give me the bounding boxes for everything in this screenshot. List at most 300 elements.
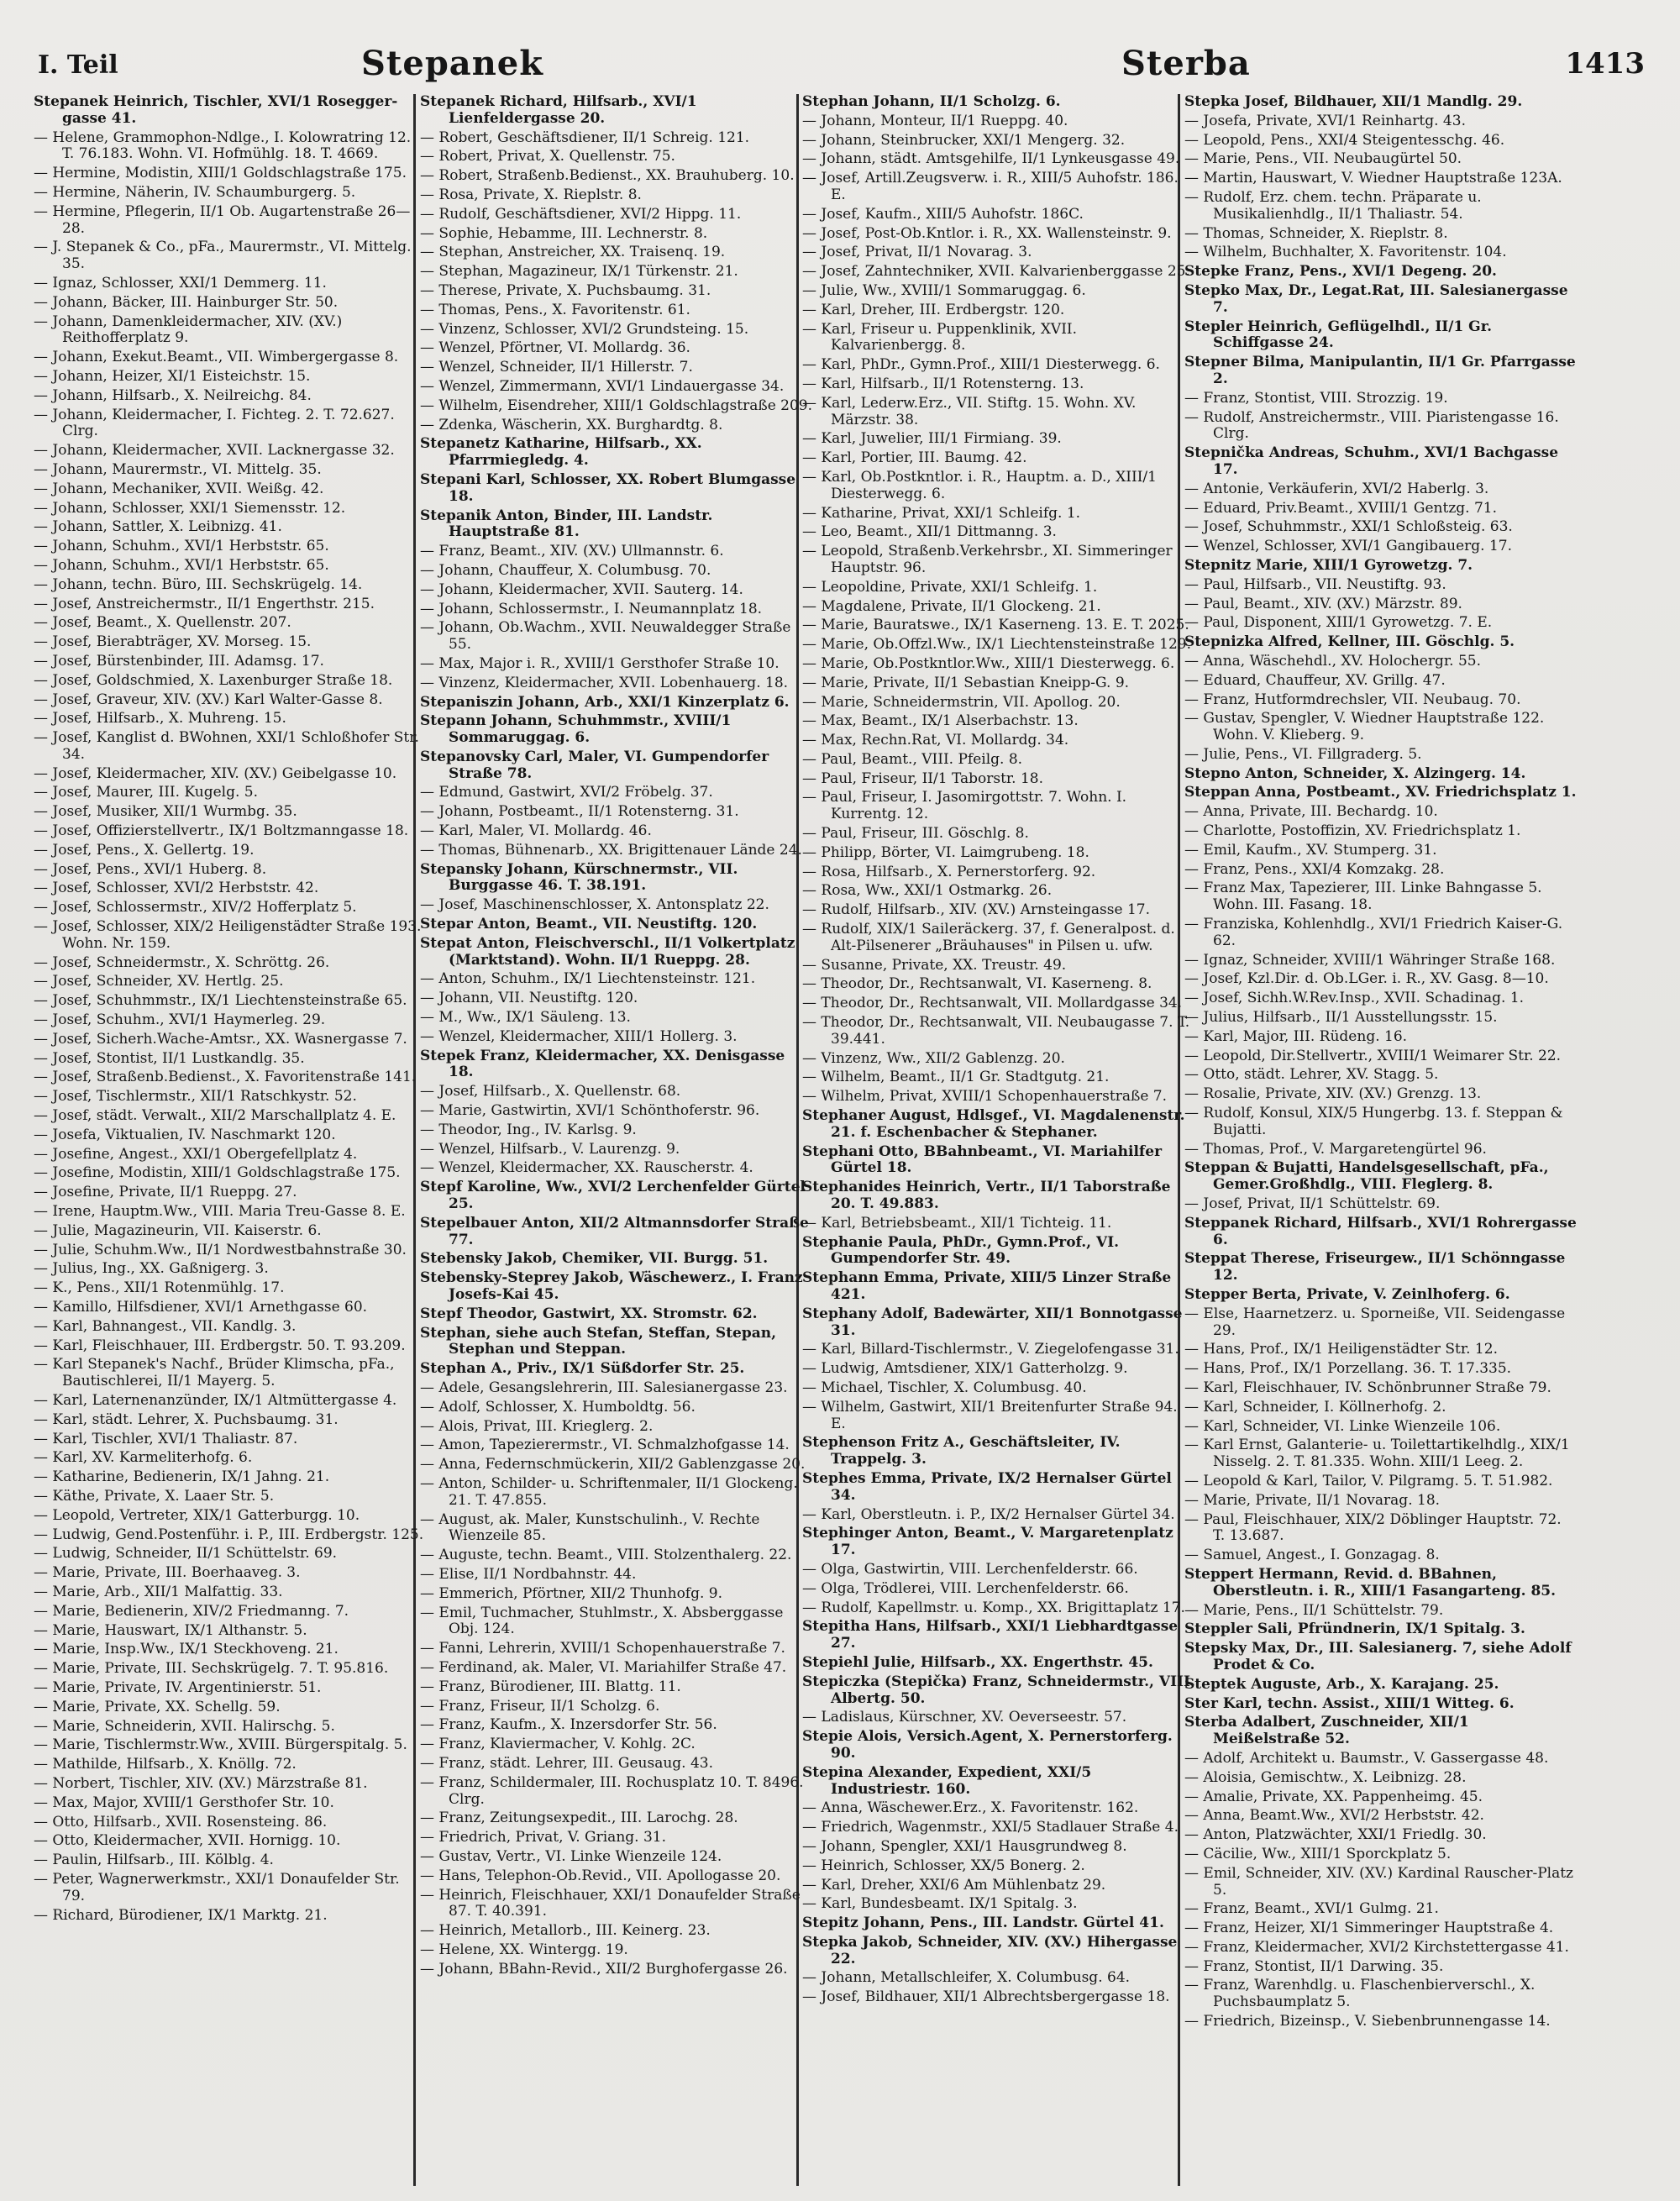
directory-entry: — Rosalie, Private, XIV. (XV.) Grenzg. 13. <box>1184 1085 1482 1103</box>
directory-entry: — Josefine, Private, II/1 Rueppg. 27. <box>34 1184 297 1201</box>
directory-entry: — Wenzel, Schneider, II/1 Hillerstr. 7. <box>420 359 693 376</box>
directory-entry: — Josef, Goldschmied, X. Laxenburger Straße 18. <box>34 671 393 689</box>
directory-entry: — Josef, Anstreichermstr., II/1 Engerthstr. 215. <box>34 595 375 612</box>
directory-entry: — Johann, Kleidermacher, XVII. Lacknergasse 32. <box>34 442 395 460</box>
directory-entry: — Paul, Friseur, III. Göschlg. 8. <box>802 825 1029 843</box>
directory-entry: — Karl, Major, III. Rüdeng. 16. <box>1184 1027 1408 1045</box>
directory-entry: — Olga, Gastwirtin, VIII. Lerchenfelderstr. 66. <box>802 1560 1138 1578</box>
column-1 <box>34 94 427 2190</box>
directory-entry: — Karl, Portier, III. Baumg. 42. <box>802 449 1027 467</box>
directory-entry: — Franz, städt. Lehrer, III. Geusaug. 43. <box>420 1754 714 1772</box>
directory-entry: — Marie, Private, II/1 Sebastian Kneipp-G. 9. <box>802 674 1130 691</box>
directory-entry: — Josef, Maschinenschlosser, X. Antonsplatz 22. <box>420 896 769 914</box>
directory-entry: Stephes Emma, Private, IX/2 Hernalser Gürtel 34. <box>802 1469 1172 1504</box>
directory-entry: — Karl, Ob.Postkntlor. i. R., Hauptm. a. D., XIII/1 Diesterwegg. 6. <box>802 468 1157 502</box>
directory-entry: — Franz, Schildermaler, III. Rochusplatz 10. T. 8496. Clrg. <box>420 1773 804 1808</box>
directory-entry: — Emil, Tuchmacher, Stuhlmstr., X. Absberggasse Obj. 124. <box>420 1604 784 1638</box>
directory-entry: — Karl, Betriebsbeamt., XII/1 Tichteig. 11. <box>802 1214 1112 1232</box>
directory-entry: — J. Stepanek & Co., pFa., Maurermstr., VI. Mittelg. 35. <box>34 239 412 273</box>
directory-entry: — Paulin, Hilfsarb., III. Kölblg. 4. <box>34 1852 274 1869</box>
running-header <box>0 44 1680 91</box>
directory-entry: — Josef, Straßenb.Bedienst., X. Favoritenstraße 141. <box>34 1069 417 1086</box>
directory-entry: — Thomas, Schneider, X. Rieplstr. 8. <box>1184 224 1448 242</box>
directory-entry: — Rudolf, Hilfsarb., XIV. (XV.) Arnsteingasse 17. <box>802 901 1151 919</box>
directory-entry: Steppert Hermann, Revid. d. BBahnen, Oberstleutn. i. R., XIII/1 Fasangarteng. 85. <box>1184 1565 1557 1600</box>
directory-entry: — Paul, Fleischhauer, XIX/2 Döblinger Hauptstr. 72. T. 13.687. <box>1184 1510 1562 1545</box>
directory-entry: — Thomas, Pens., X. Favoritenstr. 61. <box>420 301 690 318</box>
directory-entry: — Marie, Tischlermstr.Ww., XVIII. Bürgerspitalg. 5. <box>34 1736 407 1754</box>
directory-entry: — Leopold & Karl, Tailor, V. Pilgramg. 5. T. 51.982. <box>1184 1472 1553 1489</box>
directory-entry: — Josef, Schuhm., XVI/1 Haymerleg. 29. <box>34 1011 326 1029</box>
directory-entry: — Marie, Ob.Offzl.Ww., IX/1 Liechtensteinstraße 129. <box>802 636 1191 654</box>
directory-entry: — Josef, Kanglist d. BWohnen, XXI/1 Schloßhofer Str. 34. <box>34 729 419 763</box>
directory-entry: — Franz, Bürodiener, III. Blattg. 11. <box>420 1678 681 1695</box>
directory-entry: — Marie, Private, III. Boerhaaveg. 3. <box>34 1564 301 1582</box>
directory-entry: — Franz, Pens., XXI/4 Komzakg. 28. <box>1184 860 1445 878</box>
directory-entry: — Anna, Private, III. Bechardg. 10. <box>1184 803 1438 821</box>
directory-entry: — Emil, Kaufm., XV. Stumperg. 31. <box>1184 841 1437 859</box>
directory-entry: — Franz, Stontist, VIII. Strozzig. 19. <box>1184 389 1448 407</box>
directory-entry: — Johann, städt. Amtsgehilfe, II/1 Lynkeusgasse 49. <box>802 150 1180 168</box>
directory-entry: — Johann, Maurermstr., VI. Mittelg. 35. <box>34 460 322 478</box>
directory-entry: Stepnitz Marie, XIII/1 Gyrowetzg. 7. <box>1184 556 1473 574</box>
directory-entry: Stepar Anton, Beamt., VII. Neustiftg. 120. <box>420 916 758 933</box>
directory-entry: — Wilhelm, Eisendreher, XIII/1 Goldschlagstraße 209. <box>420 397 813 414</box>
directory-entry: — Johann, Ob.Wachm., XVII. Neuwaldegger Straße 55. <box>420 619 791 654</box>
directory-entry: — Josef, Beamt., X. Quellenstr. 207. <box>34 614 291 632</box>
directory-entry: — Franz, Friseur, II/1 Scholzg. 6. <box>420 1697 660 1715</box>
directory-entry: — Rosa, Ww., XXI/1 Ostmarkg. 26. <box>802 882 1053 900</box>
directory-entry: — Eduard, Priv.Beamt., XVIII/1 Gentzg. 71. <box>1184 499 1498 517</box>
directory-entry: — Katharine, Privat, XXI/1 Schleifg. 1. <box>802 504 1081 522</box>
directory-entry: Stepanetz Katharine, Hilfsarb., XX. Pfarrmiegledg. 4. <box>420 435 702 470</box>
directory-entry: Stepani Karl, Schlosser, XX. Robert Blumgasse 18. <box>420 470 796 505</box>
directory-entry: — Josef, Sicherh.Wache-Amtsr., XX. Wasnergasse 7. <box>34 1030 407 1048</box>
directory-entry: — Franz, Kaufm., X. Inzersdorfer Str. 56. <box>420 1716 717 1734</box>
directory-entry: — Karl, Lederw.Erz., VII. Stiftg. 15. Wohn. XV. Märzstr. 38. <box>802 394 1137 428</box>
directory-entry: — Marie, Bauratswe., IX/1 Kaserneng. 13. E. T. 2025. <box>802 617 1189 634</box>
directory-entry: Stephani Otto, BBahnbeamt., VI. Mariahilfer Gürtel 18. <box>802 1143 1163 1177</box>
directory-entry: — Marie, Ob.Postkntlor.Ww., XIII/1 Diesterwegg. 6. <box>802 654 1175 672</box>
directory-entry: — Marie, Pens., II/1 Schüttelstr. 79. <box>1184 1601 1444 1619</box>
directory-entry: Stepka Josef, Bildhauer, XII/1 Mandlg. 29. <box>1184 94 1523 110</box>
directory-entry: — Karl, Dreher, XXI/6 Am Mühlenbatz 29. <box>802 1876 1106 1894</box>
directory-entry: — Leopold, Straßenb.Verkehrsbr., XI. Simmeringer Hauptstr. 96. <box>802 543 1173 576</box>
directory-entry: — Johann, Schuhm., XVI/1 Herbststr. 65. <box>34 538 329 555</box>
directory-entry: — Ludwig, Gend.Postenführ. i. P., III. Erdbergstr. 125. <box>34 1526 424 1543</box>
directory-entry: Steppanek Richard, Hilfsarb., XVI/1 Rohrergasse 6. <box>1184 1214 1577 1248</box>
directory-entry: — Josef, Hilfsarb., X. Muhreng. 15. <box>34 710 286 728</box>
directory-entry: Stebensky-Steprey Jakob, Wäschewerz., I. Franz Josefs-Kai 45. <box>420 1269 803 1303</box>
directory-entry: Stepann Johann, Schuhmmstr., XVIII/1 Sommaruggag. 6. <box>420 712 732 747</box>
directory-entry: — Paul, Beamt., VIII. Pfeilg. 8. <box>802 750 1023 768</box>
part-label: I. Teil <box>38 50 118 80</box>
directory-entry: — Wilhelm, Privat, XVIII/1 Schopenhauerstraße 7. <box>802 1088 1167 1106</box>
directory-entry: — Wilhelm, Beamt., II/1 Gr. Stadtgutg. 21. <box>802 1069 1110 1086</box>
directory-entry: — Karl, Oberstleutn. i. P., IX/2 Hernalser Gürtel 34. <box>802 1505 1175 1523</box>
directory-entry: Stepler Heinrich, Geflügelhdl., II/1 Gr. Schiffgasse 24. <box>1184 318 1493 352</box>
directory-entry: — Leopoldine, Private, XXI/1 Schleifg. 1. <box>802 578 1098 596</box>
directory-entry: — Karl, Billard-Tischlermstr., V. Ziegelofengasse 31. <box>802 1341 1179 1358</box>
directory-entry: Stephenson Fritz A., Geschäftsleiter, IV. Trappelg. 3. <box>802 1434 1121 1468</box>
directory-entry: Stepanovsky Carl, Maler, VI. Gumpendorfer Straße 78. <box>420 748 769 782</box>
directory-entry: — Johann, techn. Büro, III. Sechskrügelg. 14. <box>34 575 363 593</box>
directory-entry: — Josef, Post-Ob.Kntlor. i. R., XX. Wallensteinstr. 9. <box>802 224 1172 242</box>
directory-entry: — Josef, Artill.Zeugsverw. i. R., XIII/5 Auhofstr. 186. E. <box>802 170 1179 203</box>
directory-entry: — Karl Ernst, Galanterie- u. Toilettartikelhdlg., XIX/1 Nisselg. 2. T. 81.335. Wohn. XIII/1 Leeg. 2. <box>1184 1437 1570 1471</box>
directory-entry: — Johann, VII. Neustiftg. 120. <box>420 990 638 1007</box>
directory-entry: — Cäcilie, Ww., XIII/1 Sporckplatz 5. <box>1184 1845 1452 1862</box>
directory-entry: — Heinrich, Schlosser, XX/5 Bonerg. 2. <box>802 1857 1085 1874</box>
directory-entry: — Hans, Prof., IX/1 Porzellang. 36. T. 17.335. <box>1184 1360 1512 1378</box>
directory-entry: Stephaner August, Hdlsgef., VI. Magdalenenstr. 21. f. Eschenbacher & Stephaner. <box>802 1107 1185 1141</box>
directory-entry: — Max, Major, XVIII/1 Gersthofer Str. 10. <box>34 1794 334 1811</box>
directory-entry: — Theodor, Ing., IV. Karlsg. 9. <box>420 1121 637 1138</box>
directory-entry: — Franz, Heizer, XI/1 Simmeringer Hauptstraße 4. <box>1184 1920 1554 1937</box>
directory-entry: — Josef, Kzl.Dir. d. Ob.LGer. i. R., XV. Gasg. 8—10. <box>1184 970 1549 988</box>
directory-entry: — Josef, Bürstenbinder, III. Adamsg. 17. <box>34 652 324 670</box>
directory-entry: — Karl, Schneider, I. Köllnerhofg. 2. <box>1184 1398 1446 1416</box>
directory-entry: Stepanek Heinrich, Tischler, XVI/1 Rosegger-gasse 41. <box>34 94 398 127</box>
columns-container <box>0 94 1680 2194</box>
directory-entry: — Karl, Juwelier, III/1 Firmiang. 39. <box>802 430 1062 448</box>
directory-entry: Sterba Adalbert, Zuschneider, XII/1 Meißelstraße 52. <box>1184 1714 1469 1748</box>
directory-entry: — Aloisia, Gemischtw., X. Leibnizg. 28. <box>1184 1768 1467 1786</box>
directory-entry: — Ludwig, Schneider, II/1 Schüttelstr. 69. <box>34 1545 338 1563</box>
directory-entry: — Richard, Bürodiener, IX/1 Marktg. 21. <box>34 1906 328 1924</box>
directory-entry: — Otto, Hilfsarb., XVII. Rosensteing. 86. <box>34 1813 328 1831</box>
column-4 <box>1184 94 1578 2190</box>
directory-entry: — Karl, Hilfsarb., II/1 Rotensterng. 13. <box>802 375 1084 392</box>
directory-entry: — Anna, Federnschmückerin, XII/2 Gablenzgasse 20. <box>420 1456 806 1473</box>
directory-entry: — Marie, Schneidermstrin, VII. Apollog. 20. <box>802 693 1121 711</box>
directory-entry: Stepnička Andreas, Schuhm., XVI/1 Bachgasse 17. <box>1184 444 1559 478</box>
directory-entry: — Max, Rechn.Rat, VI. Mollardg. 34. <box>802 732 1069 749</box>
directory-entry: — Marie, Private, XX. Schellg. 59. <box>34 1698 281 1715</box>
directory-entry: — Josef, Stontist, II/1 Lustkandlg. 35. <box>34 1049 305 1067</box>
directory-entry: — Adolf, Architekt u. Baumstr., V. Gassergasse 48. <box>1184 1749 1549 1767</box>
directory-entry: — Peter, Wagnerwerkmstr., XXI/1 Donaufelder Str. 79. <box>34 1870 400 1904</box>
directory-entry: — Josef, Kaufm., XIII/5 Auhofstr. 186C. <box>802 205 1084 223</box>
directory-entry: — Karl, XV. Karmeliterhofg. 6. <box>34 1449 253 1467</box>
directory-entry: — Ludwig, Amtsdiener, XIX/1 Gatterholzg. 9. <box>802 1360 1128 1378</box>
directory-entry: — Johann, Schlosser, XXI/1 Siemensstr. 12. <box>34 499 346 517</box>
directory-entry: — Wenzel, Pförtner, VI. Mollardg. 36. <box>420 339 690 357</box>
directory-entry: — Wenzel, Kleidermacher, XIII/1 Hollerg. 3. <box>420 1027 738 1045</box>
last-name-catchword: Sterba <box>1121 44 1251 83</box>
directory-entry: Stebensky Jakob, Chemiker, VII. Burgg. 51. <box>420 1250 769 1268</box>
directory-entry: — Julie, Pens., VI. Fillgraderg. 5. <box>1184 745 1422 763</box>
directory-entry: — Josef, Schneidermstr., X. Schröttg. 26. <box>34 953 330 971</box>
directory-entry: — Karl Stepanek's Nachf., Brüder Klimscha, pFa., Bautischlerei, II/1 Mayerg. 5. <box>34 1356 395 1390</box>
directory-entry: — Vinzenz, Schlosser, XVI/2 Grundsteing. 15. <box>420 320 749 338</box>
directory-entry: — Leopold, Dir.Stellvertr., XVIII/1 Weimarer Str. 22. <box>1184 1047 1562 1064</box>
directory-entry: Stepf Theodor, Gastwirt, XX. Stromstr. 62. <box>420 1305 758 1322</box>
directory-entry: — Josef, Offizierstellvertr., IX/1 Boltzmanngasse 18. <box>34 822 409 840</box>
directory-entry: — Hermine, Pflegerin, II/1 Ob. Augartenstraße 26—28. <box>34 202 411 237</box>
directory-entry: Stepek Franz, Kleidermacher, XX. Denisgasse 18. <box>420 1047 785 1081</box>
directory-entry: — Heinrich, Fleischhauer, XXI/1 Donaufelder Straße 87. T. 40.391. <box>420 1886 801 1920</box>
directory-entry: — Julius, Ing., XX. Gaßnigerg. 3. <box>34 1260 269 1278</box>
directory-entry: — Anna, Wäschehdl., XV. Holochergr. 55. <box>1184 652 1481 670</box>
directory-entry: Stephany Adolf, Badewärter, XII/1 Bonnotgasse 31. <box>802 1305 1183 1339</box>
directory-entry: Stepaniszin Johann, Arb., XXI/1 Kinzerplatz 6. <box>420 693 790 711</box>
directory-entry: — Josefine, Angest., XXI/1 Obergefellplatz 4. <box>34 1145 358 1163</box>
directory-entry: — Ignaz, Schneider, XVIII/1 Währinger Straße 168. <box>1184 951 1556 969</box>
directory-entry: — Josef, Hilfsarb., X. Quellenstr. 68. <box>420 1083 681 1100</box>
directory-entry: — Franz, Zeitungsexpedit., III. Larochg. 28. <box>420 1810 738 1827</box>
directory-entry: — Marie, Insp.Ww., IX/1 Steckhoveng. 21. <box>34 1641 339 1658</box>
directory-entry: — Josef, Maurer, III. Kugelg. 5. <box>34 784 258 801</box>
directory-entry: — Samuel, Angest., I. Gonzagag. 8. <box>1184 1547 1440 1564</box>
directory-entry: — Mathilde, Hilfsarb., X. Knöllg. 72. <box>34 1756 297 1773</box>
directory-entry: — Josef, Schuhmmstr., XXI/1 Schloßsteig. 63. <box>1184 518 1513 536</box>
directory-entry: — Johann, Schlossermstr., I. Neumannplatz 18. <box>420 600 763 617</box>
directory-entry: — Theodor, Dr., Rechtsanwalt, VII. Mollardgasse 34. <box>802 995 1183 1012</box>
directory-entry: — Zdenka, Wäscherin, XX. Burghardtg. 8. <box>420 416 723 433</box>
directory-entry: — Johann, Schuhm., XVI/1 Herbststr. 65. <box>34 556 329 574</box>
directory-entry: Stepiczka (Stepička) Franz, Schneidermstr., VIII. Albertg. 50. <box>802 1673 1195 1707</box>
directory-entry: — Johann, Kleidermacher, I. Fichteg. 2. T. 72.627. Clrg. <box>34 406 395 440</box>
column-3 <box>802 94 1195 2190</box>
directory-entry: — Marie, Bedienerin, XIV/2 Friedmanng. 7. <box>34 1602 349 1620</box>
directory-entry: Steptek Auguste, Arb., X. Karajang. 25. <box>1184 1675 1499 1693</box>
directory-entry: — Stephan, Magazineur, IX/1 Türkenstr. 21. <box>420 263 738 281</box>
directory-entry: Steppan & Bujatti, Handelsgesellschaft, pFa., Gemer.Großhdlg., VIII. Fleglerg. 8. <box>1184 1159 1549 1194</box>
directory-entry: — Johann, Hilfsarb., X. Neilreichg. 84. <box>34 386 312 404</box>
directory-entry: — Otto, städt. Lehrer, XV. Stagg. 5. <box>1184 1066 1439 1084</box>
directory-entry: — Robert, Straßenb.Bedienst., XX. Brauhuberg. 10. <box>420 167 795 185</box>
directory-entry: — Leopold, Pens., XXI/4 Steigentesschg. 46. <box>1184 131 1505 149</box>
directory-entry: Stepko Max, Dr., Legat.Rat, III. Salesianergasse 7. <box>1184 281 1568 316</box>
directory-entry: — Thomas, Bühnenarb., XX. Brigittenauer Lände 24. <box>420 841 802 859</box>
directory-entry: — Josef, Privat, II/1 Schüttelstr. 69. <box>1184 1195 1441 1213</box>
directory-entry: — Käthe, Private, X. Laaer Str. 5. <box>34 1487 275 1505</box>
directory-entry: — Paul, Friseur, I. Jasomirgottstr. 7. Wohn. I. Kurrentg. 12. <box>802 789 1127 823</box>
directory-entry: Stepitha Hans, Hilfsarb., XXI/1 Liebhardtgasse 27. <box>802 1618 1179 1652</box>
directory-entry: — Josef, Pens., X. Gellertg. 19. <box>34 841 255 859</box>
directory-entry: — Paul, Disponent, XIII/1 Gyrowetzg. 7. E. <box>1184 614 1493 632</box>
directory-entry: — Franz, Kleidermacher, XVI/2 Kirchstettergasse 41. <box>1184 1938 1569 1956</box>
directory-entry: Steppat Therese, Friseurgew., II/1 Schönngasse 12. <box>1184 1250 1566 1284</box>
directory-entry: Stephan, siehe auch Stefan, Steffan, Stepan, Stephan und Steppan. <box>420 1324 777 1358</box>
directory-entry: — Anton, Schilder- u. Schriftenmaler, II/1 Glockeng. 21. T. 47.855. <box>420 1474 798 1509</box>
directory-entry: Stephan Johann, II/1 Scholzg. 6. <box>802 94 1061 110</box>
directory-entry: — Josef, Pens., XVI/1 Huberg. 8. <box>34 860 267 878</box>
directory-entry: — Josef, Musiker, XII/1 Wurmbg. 35. <box>34 803 297 821</box>
directory-entry: Stephanie Paula, PhDr., Gymn.Prof., VI. Gumpendorfer Str. 49. <box>802 1233 1120 1268</box>
directory-entry: — Marie, Private, III. Sechskrügelg. 7. T. 95.816. <box>34 1660 389 1678</box>
directory-entry: — Michael, Tischler, X. Columbusg. 40. <box>802 1379 1087 1396</box>
directory-entry: Stepina Alexander, Expedient, XXI/5 Industriestr. 160. <box>802 1763 1092 1798</box>
directory-entry: — Wenzel, Zimmermann, XVI/1 Lindauergasse 34. <box>420 377 785 395</box>
directory-entry: — Franz, Warenhdlg. u. Flaschenbierverschl., X. Puchsbaumplatz 5. <box>1184 1977 1536 2011</box>
directory-entry: — Julie, Schuhm.Ww., II/1 Nordwestbahnstraße 30. <box>34 1241 407 1258</box>
directory-entry: — Amalie, Private, XX. Pappenheimg. 45. <box>1184 1788 1483 1805</box>
directory-entry: — Franz, Beamt., XVI/1 Gulmg. 21. <box>1184 1900 1439 1918</box>
directory-entry: — Julie, Magazineurin, VII. Kaiserstr. 6. <box>34 1221 322 1239</box>
directory-entry: — Eduard, Chauffeur, XV. Grillg. 47. <box>1184 671 1446 689</box>
directory-entry: — Rosa, Hilfsarb., X. Pernerstorferg. 92. <box>802 863 1096 880</box>
directory-entry: Stepanek Richard, Hilfsarb., XVI/1 Lienfeldergasse 20. <box>420 94 697 127</box>
directory-entry: — Marie, Schneiderin, XVII. Halirschg. 5. <box>34 1717 335 1735</box>
directory-entry: — Emil, Schneider, XIV. (XV.) Kardinal Rauscher-Platz 5. <box>1184 1864 1574 1899</box>
directory-entry: — Johann, Postbeamt., II/1 Rotensterng. 31. <box>420 803 739 821</box>
directory-entry: — Franz, Beamt., XIV. (XV.) Ullmannstr. 6. <box>420 543 724 560</box>
directory-entry: — Hermine, Modistin, XIII/1 Goldschlagstraße 175. <box>34 165 407 182</box>
directory-entry: — Wenzel, Kleidermacher, XX. Rauscherstr. 4. <box>420 1159 753 1177</box>
directory-entry: Stephann Emma, Private, XIII/5 Linzer Straße 421. <box>802 1269 1172 1303</box>
directory-entry: — Therese, Private, X. Puchsbaumg. 31. <box>420 281 711 299</box>
directory-entry: — Magdalene, Private, II/1 Glockeng. 21. <box>802 597 1101 615</box>
directory-entry: — Susanne, Private, XX. Treustr. 49. <box>802 956 1067 974</box>
directory-entry: — Gustav, Spengler, V. Wiedner Hauptstraße 122. Wohn. V. Klieberg. 9. <box>1184 710 1545 744</box>
column-2 <box>420 94 813 2190</box>
directory-entry: — Vinzenz, Kleidermacher, XVII. Lobenhauerg. 18. <box>420 674 789 691</box>
directory-entry: Stephinger Anton, Beamt., V. Margaretenplatz 17. <box>802 1525 1173 1559</box>
directory-entry: — Paul, Beamt., XIV. (XV.) Märzstr. 89. <box>1184 595 1462 612</box>
directory-entry: — Martin, Hauswart, V. Wiedner Hauptstraße 123A. <box>1184 170 1562 187</box>
directory-entry: Stepiehl Julie, Hilfsarb., XX. Engerthstr. 45. <box>802 1653 1153 1671</box>
directory-entry: — Norbert, Tischler, XIV. (XV.) Märzstraße 81. <box>34 1774 368 1792</box>
directory-entry: — Johann, Spengler, XXI/1 Hausgrundweg 8. <box>802 1837 1127 1855</box>
directory-entry: — Karl, PhDr., Gymn.Prof., XIII/1 Diesterwegg. 6. <box>802 356 1160 374</box>
directory-entry: — Josef, Schuhmmstr., IX/1 Liechtensteinstraße 65. <box>34 992 407 1010</box>
directory-entry: — Hans, Prof., IX/1 Heiligenstädter Str. 12. <box>1184 1341 1498 1358</box>
directory-entry: Stepitz Johann, Pens., III. Landstr. Gürtel 41. <box>802 1915 1164 1932</box>
directory-entry: — Max, Major i. R., XVIII/1 Gersthofer Straße 10. <box>420 654 780 672</box>
directory-entry: — Karl, Bundesbeamt. IX/1 Spitalg. 3. <box>802 1895 1078 1913</box>
directory-entry: — Johann, Mechaniker, XVII. Weißg. 42. <box>34 480 324 497</box>
directory-entry: — Rudolf, Geschäftsdiener, XVI/2 Hippg. 11. <box>420 205 742 223</box>
directory-entry: Stephanides Heinrich, Vertr., II/1 Taborstraße 20. T. 49.883. <box>802 1179 1171 1213</box>
directory-entry: — Josef, Graveur, XIV. (XV.) Karl Walter-Gasse 8. <box>34 691 383 708</box>
directory-entry: — Anton, Schuhm., IX/1 Liechtensteinstr. 121. <box>420 970 756 988</box>
directory-entry: — Emmerich, Pförtner, XII/2 Thunhofg. 9. <box>420 1584 723 1602</box>
directory-entry: — Johann, Chauffeur, X. Columbusg. 70. <box>420 561 711 579</box>
directory-entry: — Theodor, Dr., Rechtsanwalt, VI. Kaserneng. 8. <box>802 975 1152 993</box>
directory-entry: — Irene, Hauptm.Ww., VIII. Maria Treu-Gasse 8. E. <box>34 1203 406 1221</box>
directory-entry: — Katharine, Bedienerin, IX/1 Jahng. 21. <box>34 1468 330 1486</box>
directory-entry: — Josefa, Viktualien, IV. Naschmarkt 120. <box>34 1126 336 1143</box>
directory-entry: — Antonie, Verkäuferin, XVI/2 Haberlg. 3. <box>1184 480 1489 497</box>
directory-entry: — Johann, Heizer, XI/1 Eisteichstr. 15. <box>34 367 311 385</box>
directory-entry: — Franz, Klaviermacher, V. Kohlg. 2C. <box>420 1736 696 1753</box>
directory-entry: — Charlotte, Postoffizin, XV. Friedrichsplatz 1. <box>1184 822 1521 840</box>
directory-entry: — Vinzenz, Ww., XII/2 Gablenzg. 20. <box>802 1049 1065 1067</box>
directory-entry: — Josef, städt. Verwalt., XII/2 Marschallplatz 4. E. <box>34 1107 396 1125</box>
directory-entry: — Ferdinand, ak. Maler, VI. Mariahilfer Straße 47. <box>420 1658 787 1676</box>
directory-entry: Stepanik Anton, Binder, III. Landstr. Hauptstraße 81. <box>420 507 713 541</box>
directory-entry: — Hans, Telephon-Ob.Revid., VII. Apollogasse 20. <box>420 1867 781 1884</box>
directory-entry: — Karl, Fleischhauer, IV. Schönbrunner Straße 79. <box>1184 1379 1551 1396</box>
directory-entry: — Adele, Gesangslehrerin, III. Salesianergasse 23. <box>420 1379 788 1396</box>
directory-entry: — Theodor, Dr., Rechtsanwalt, VII. Neubaugasse 7. T. 39.441. <box>802 1014 1190 1048</box>
directory-entry: — Kamillo, Hilfsdiener, XVI/1 Arnethgasse 60. <box>34 1299 368 1316</box>
directory-entry: Stepf Karoline, Ww., XVI/2 Lerchenfelder Gürtel 25. <box>420 1179 806 1213</box>
directory-entry: — Josef, Sichh.W.Rev.Insp., XVII. Schadinag. 1. <box>1184 990 1525 1007</box>
directory-entry: — Johann, Metallschleifer, X. Columbusg. 64. <box>802 1969 1131 1987</box>
directory-entry: Stepka Jakob, Schneider, XIV. (XV.) Hihergasse 22. <box>802 1933 1178 1967</box>
directory-entry: — Johann, Sattler, X. Leibnizg. 41. <box>34 518 282 536</box>
directory-entry: — Josefa, Private, XVI/1 Reinhartg. 43. <box>1184 112 1466 129</box>
directory-entry: — Karl, Fleischhauer, III. Erdbergstr. 50. T. 93.209. <box>34 1337 406 1354</box>
directory-entry: — Josef, Schlosser, XIX/2 Heiligenstädter Straße 193. Wohn. Nr. 159. <box>34 918 422 952</box>
directory-entry: — Paul, Friseur, II/1 Taborstr. 18. <box>802 770 1043 787</box>
directory-entry: — Karl, Bahnangest., VII. Kandlg. 3. <box>34 1317 297 1335</box>
directory-entry: — Stephan, Anstreicher, XX. Traisenq. 19. <box>420 244 726 261</box>
directory-entry: — Robert, Privat, X. Quellenstr. 75. <box>420 148 675 165</box>
directory-entry: — Adolf, Schlosser, X. Humboldtg. 56. <box>420 1398 696 1416</box>
directory-entry: — Marie, Gastwirtin, XVI/1 Schönthoferstr. 96. <box>420 1102 760 1120</box>
directory-entry: — Josef, Bildhauer, XII/1 Albrechtsbergergasse 18. <box>802 1988 1170 2006</box>
directory-entry: — Paul, Hilfsarb., VII. Neustiftg. 93. <box>1184 575 1446 593</box>
directory-entry: — Robert, Geschäftsdiener, II/1 Schreig. 121. <box>420 129 750 146</box>
directory-entry: — Karl, Dreher, III. Erdbergstr. 120. <box>802 301 1065 318</box>
directory-entry: — Sophie, Hebamme, III. Lechnerstr. 8. <box>420 224 708 242</box>
directory-entry: — Max, Beamt., IX/1 Alserbachstr. 13. <box>802 712 1079 730</box>
directory-entry: — Auguste, techn. Beamt., VIII. Stolzenthalerg. 22. <box>420 1547 792 1564</box>
directory-entry: — Josef, Schlossermstr., XIV/2 Hofferplatz 5. <box>34 899 357 917</box>
directory-entry: — Gustav, Vertr., VI. Linke Wienzeile 124. <box>420 1847 722 1865</box>
directory-entry: Stephan A., Priv., IX/1 Süßdorfer Str. 25. <box>420 1360 745 1378</box>
directory-entry: — Franz, Hutformdrechsler, VII. Neubaug. 70. <box>1184 691 1521 708</box>
directory-entry: Stepno Anton, Schneider, X. Alzingerg. 14. <box>1184 764 1526 782</box>
directory-entry: Stepie Alois, Versich.Agent, X. Pernerstorferg. 90. <box>802 1728 1173 1762</box>
directory-entry: — Rosa, Private, X. Rieplstr. 8. <box>420 186 642 203</box>
directory-entry: — Otto, Kleidermacher, XVII. Hornigg. 10. <box>34 1832 341 1850</box>
directory-entry: — M., Ww., IX/1 Säuleng. 13. <box>420 1009 631 1027</box>
directory-entry: — Ignaz, Schlosser, XXI/1 Demmerg. 11. <box>34 274 327 292</box>
directory-entry: Stepansky Johann, Kürschnermstr., VII. Burggasse 46. T. 38.191. <box>420 860 738 895</box>
directory-entry: — Else, Haarnetzerz. u. Sporneiße, VII. Seidengasse 29. <box>1184 1305 1566 1339</box>
directory-entry: Stepsky Max, Dr., III. Salesianerg. 7, siehe Adolf Prodet & Co. <box>1184 1640 1572 1673</box>
directory-entry: — K., Pens., XII/1 Rotenmühlg. 17. <box>34 1279 285 1297</box>
directory-entry: — Josef, Tischlermstr., XII/1 Ratschkystr. 52. <box>34 1088 357 1106</box>
directory-entry: — Franz, Stontist, II/1 Darwing. 35. <box>1184 1957 1444 1975</box>
directory-entry: — Johann, Bäcker, III. Hainburger Str. 50. <box>34 293 339 311</box>
directory-entry: — Johann, BBahn-Revid., XII/2 Burghofergasse 26. <box>420 1960 788 1978</box>
directory-entry: — Alois, Privat, III. Krieglerg. 2. <box>420 1417 654 1435</box>
directory-entry: — Friedrich, Privat, V. Griang. 31. <box>420 1829 666 1846</box>
directory-entry: — Josef, Schneider, XV. Hertlg. 25. <box>34 973 284 990</box>
directory-entry: Stepke Franz, Pens., XVI/1 Degeng. 20. <box>1184 263 1497 281</box>
directory-entry: — Karl, städt. Lehrer, X. Puchsbaumg. 31. <box>34 1410 339 1428</box>
directory-entry: — Johann, Exekut.Beamt., VII. Wimbergergasse 8. <box>34 349 399 366</box>
directory-entry: — Marie, Pens., VII. Neubaugürtel 50. <box>1184 150 1462 168</box>
directory-entry: — Rudolf, XIX/1 Saileräckerg. 37, f. Generalpost. d. Alt-Pilsenerer „Bräuhauses" in Pilsen u. ufw. <box>802 921 1175 954</box>
directory-entry: — Anna, Wäschewer.Erz., X. Favoritenstr. 162. <box>802 1799 1139 1817</box>
directory-entry: — Josef, Bierabträger, XV. Morseg. 15. <box>34 633 312 651</box>
directory-entry: — Julie, Ww., XVIII/1 Sommaruggag. 6. <box>802 281 1086 299</box>
directory-entry: — Anton, Platzwächter, XXI/1 Friedlg. 30. <box>1184 1826 1487 1844</box>
directory-entry: Stepner Bilma, Manipulantin, II/1 Gr. Pfarrgasse 2. <box>1184 354 1576 387</box>
directory-entry: — Rudolf, Erz. chem. techn. Präparate u. Musikalienhdlg., II/1 Thaliastr. 54. <box>1184 188 1482 223</box>
directory-entry: — Marie, Private, II/1 Novarag. 18. <box>1184 1491 1441 1509</box>
directory-entry: — Karl, Maler, VI. Mollardg. 46. <box>420 822 652 840</box>
directory-entry: — Franziska, Kohlenhdlg., XVI/1 Friedrich Kaiser-G. 62. <box>1184 916 1563 949</box>
directory-entry: — Julius, Hilfsarb., II/1 Ausstellungsstr. 15. <box>1184 1009 1498 1027</box>
directory-entry: — Heinrich, Metallorb., III. Keinerg. 23. <box>420 1922 711 1940</box>
directory-entry: — Wenzel, Hilfsarb., V. Laurenzg. 9. <box>420 1140 680 1158</box>
directory-entry: — Helene, Grammophon-Ndlge., I. Kolowratring 12. T. 76.183. Wohn. VI. Hofmühlg. 18. T. 4669. <box>34 129 412 163</box>
directory-entry: — Friedrich, Bizeinsp., V. Siebenbrunnengasse 14. <box>1184 2013 1551 2030</box>
directory-entry: — Ladislaus, Kürschner, XV. Oeverseestr. 57. <box>802 1709 1127 1726</box>
directory-entry: — Olga, Trödlerei, VIII. Lerchenfelderstr. 66. <box>802 1579 1129 1597</box>
directory-entry: — Marie, Arb., XII/1 Malfattig. 33. <box>34 1583 283 1600</box>
directory-entry: — Josef, Zahntechniker, XVII. Kalvarienberggasse 25. <box>802 263 1190 281</box>
directory-entry: — Karl, Friseur u. Puppenklinik, XVII. Kalvarienbergg. 8. <box>802 320 1078 355</box>
